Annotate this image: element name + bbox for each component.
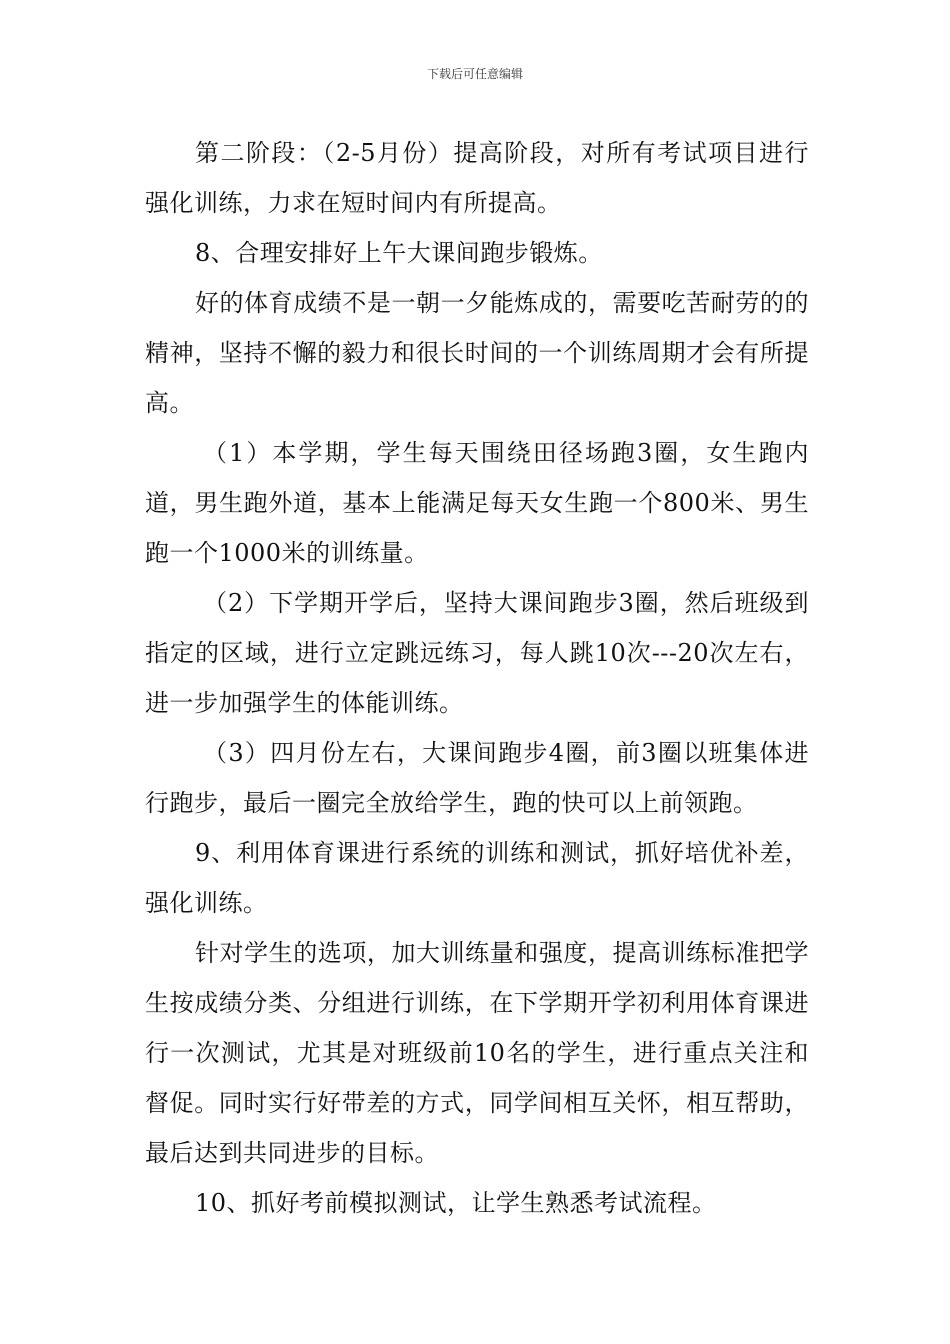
paragraph-sub-2: （2）下学期开学后，坚持大课间跑步3圈，然后班级到指定的区域，进行立定跳远练习，每人跳10次---20次左右，进一步加强学生的体能训练。	[145, 589, 809, 717]
paragraph-sub-1: （1）本学期，学生每天围绕田径场跑3圈，女生跑内道，男生跑外道，基本上能满足每天女生跑一个800米、男生跑一个1000米的训练量。	[145, 439, 809, 567]
paragraph-item-10: 10、抓好考前模拟测试，让学生熟悉考试流程。	[195, 1189, 717, 1217]
paragraph-item-8-detail: 好的体育成绩不是一朝一夕能炼成的，需要吃苦耐劳的的精神，坚持不懈的毅力和很长时间的一个训练周期才会有所提高。	[145, 289, 809, 417]
page-header: 下载后可任意编辑	[426, 67, 523, 81]
paragraph-item-9-detail: 针对学生的选项，加大训练量和强度，提高训练标准把学生按成绩分类、分组进行训练，在下学期开学初利用体育课进行一次测试，尤其是对班级前10名的学生，进行重点关注和督促。同时实行好带差的方式，同学间相互关怀，相互帮助，最后达到共同进步的目标。	[145, 939, 809, 1167]
paragraph-sub-3: （3）四月份左右，大课间跑步4圈，前3圈以班集体进行跑步，最后一圈完全放给学生，跑的快可以上前领跑。	[145, 739, 809, 817]
paragraph-item-9: 9、利用体育课进行系统的训练和测试，抓好培优补差，强化训练。	[145, 839, 809, 917]
paragraph-item-8: 8、合理安排好上午大课间跑步锻炼。	[195, 239, 603, 267]
document-body	[145, 128, 809, 1228]
paragraph-stage-two: 第二阶段：（2-5月份）提高阶段，对所有考试项目进行强化训练，力求在短时间内有所提高。	[145, 139, 809, 217]
